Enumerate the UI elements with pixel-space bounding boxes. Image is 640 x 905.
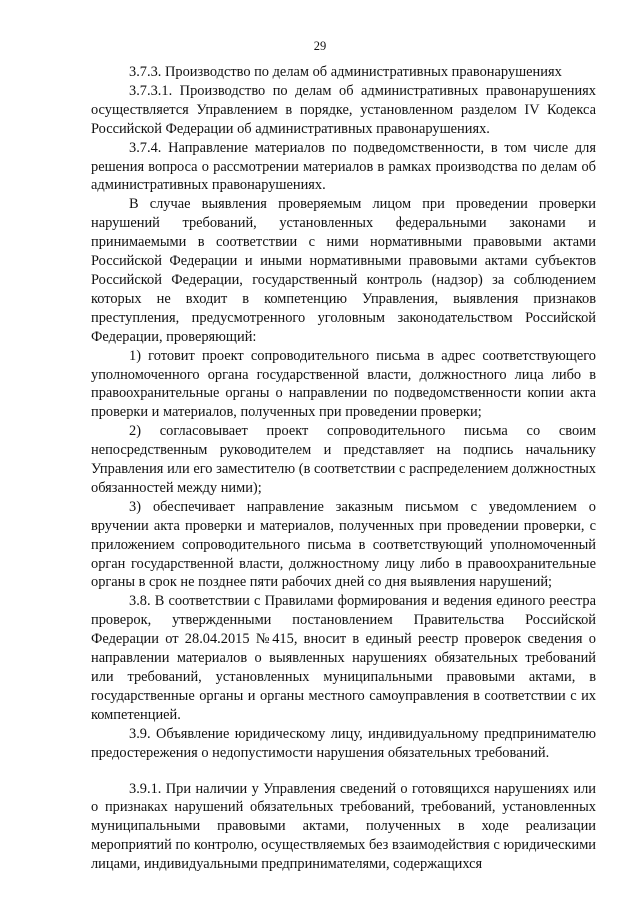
list-item-2: 2) согласовывает проект сопроводительного письма со своим непосредственным руководителем и представляет на подпись начальнику Управления или его заместителю (в соответствии с распределением должностных обязанностей между ними); — [91, 423, 596, 496]
paragraph-3-9-1: 3.9.1. При наличии у Управления сведений о готовящихся нарушениях или о признаках нарушений обязательных требований, требований, установленных муниципальными правовыми актами, полученных в ходе реализации мероприятий по контролю, осуществляемых без взаимодействия с юридическими лицами, индивидуальными предпринимателями, содержащихся — [91, 780, 596, 873]
document-body — [91, 63, 596, 874]
paragraph-gap — [91, 763, 596, 780]
paragraph-3-7-4: 3.7.4. Направление материалов по подведомственности, в том числе для решения вопроса о рассмотрении материалов в рамках производства по делам об административных правонарушениях. — [91, 139, 596, 194]
paragraph-3-7-3: 3.7.3. Производство по делам об административных правонарушениях — [129, 64, 562, 80]
paragraph-3-7-3-1: 3.7.3.1. Производство по делам об административных правонарушениях осуществляется Управлением в порядке, установленном разделом IV Кодекса Российской Федерации об административных правонарушениях. — [91, 82, 596, 137]
page-number: 29 — [313, 39, 327, 53]
list-item-3: 3) обеспечивает направление заказным письмом с уведомлением о вручении акта проверки и материалов, полученных при проведении проверки, с приложением сопроводительного письма в соответствующий уполномоченный орган государственной власти, должностному лицу либо в правоохранительные органы в срок не позднее пяти рабочих дней со дня выявления нарушений; — [91, 498, 596, 591]
paragraph-violation-case: В случае выявления проверяемым лицом при проведении проверки нарушений требований, установленных федеральными законами и принимаемыми в соответствии с ними нормативными правовыми актами Российской Федерации и иными нормативными правовыми актами субъектов Российской Федерации, государственный контроль (надзор) за соблюдением которых не входит в компетенцию Управления, выявления признаков преступления, предусмотренного уголовным законодательством Российской Федерации, проверяющий: — [91, 196, 596, 345]
paragraph-3-9: 3.9. Объявление юридическому лицу, индивидуальному предпринимателю предостережения о недопустимости нарушения обязательных требований. — [91, 725, 596, 761]
list-item-1: 1) готовит проект сопроводительного письма в адрес соответствующего уполномоченного органа государственной власти, должностного лица либо в правоохранительные органы о направлении по подведомственности копии акта проверки и материалов, полученных при проведении проверки; — [91, 347, 596, 421]
paragraph-3-8: 3.8. В соответствии с Правилами формирования и ведения единого реестра проверок, утвержденными постановлением Правительства Российской Федерации от 28.04.2015 №415, вносит в единый реестр проверок сведения о направлении материалов о выявленных нарушениях обязательных требований или требований, установленных муниципальными правовыми актами, в государственные органы и органы местного самоуправления в соответствии с их компетенцией. — [91, 593, 596, 723]
